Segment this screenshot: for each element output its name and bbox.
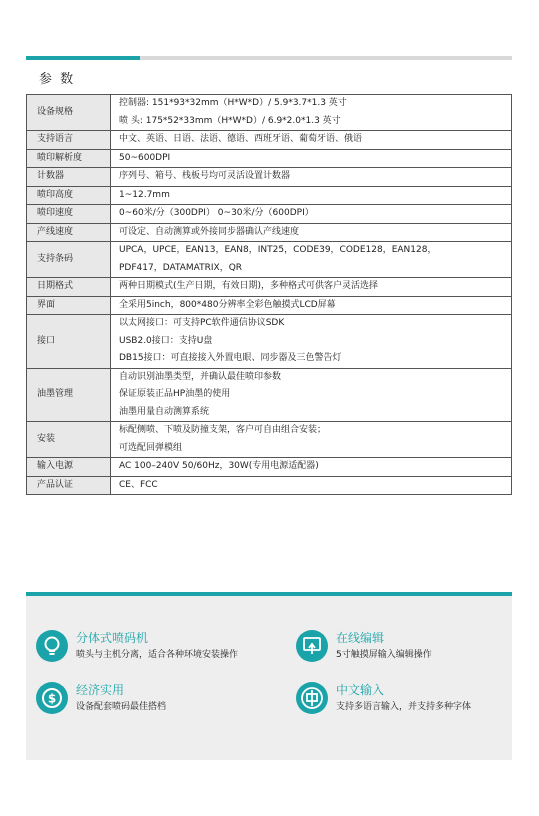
spec-value-line: 控制器: 151*93*32mm（H*W*D）/ 5.9*3.7*1.3 英寸 [119,98,347,108]
spec-value [111,476,512,495]
spec-table-body [27,95,512,495]
spec-value-line: DB15接口：可直接接入外置电眼、同步器及三色警告灯 [119,353,342,363]
spec-row [27,168,512,187]
spec-value [111,368,512,422]
spec-label: 喷印高度 [27,186,111,205]
spec-row [27,131,512,150]
spec-row [27,223,512,242]
spec-value-line: AC 100–240V 50/60Hz，30W(专用电源适配器) [119,461,319,471]
spec-row [27,296,512,315]
spec-value-line: 以太网接口：可支持PC软件通信协议SDK [119,318,285,328]
spec-table [26,94,512,495]
spec-value-line: 喷 头: 175*52*33mm（H*W*D）/ 6.9*2.0*1.3 英寸 [119,115,341,126]
spec-label: 油墨管理 [27,368,111,422]
spec-label: 计数器 [27,168,111,187]
spec-value [111,242,512,278]
spec-label: 产品认证 [27,476,111,495]
feature-title: 分体式喷码机 [76,631,149,645]
spec-value [111,168,512,187]
spec-label: 支持语言 [27,131,111,150]
spec-value [111,131,512,150]
touchscreen-icon [296,630,328,662]
spec-label: 输入电源 [27,458,111,477]
spec-row [27,186,512,205]
spec-label: 支持条码 [27,242,111,278]
spec-value-line: 50~600DPI [119,152,171,163]
spec-value-line: 中文、英语、日语、法语、德语、西班牙语、葡萄牙语、俄语 [119,134,363,144]
feature-title: 中文输入 [336,683,385,697]
spec-value [111,223,512,242]
feature-title: 在线编辑 [336,631,385,645]
spec-value-line: 标配侧喷、下喷及防撞支架，客户可自由组合安装； [119,425,327,435]
spec-value-line: 可选配回弹模组 [119,442,183,453]
spec-label: 喷印解析度 [27,149,111,168]
feature-desc: 5寸触摸屏输入编辑操作 [336,650,432,660]
spec-value [111,149,512,168]
spec-value-line: 两种日期模式(生产日期，有效日期)，多种格式可供客户灵活选择 [119,281,379,291]
spec-value-line: 全采用5inch，800*480分辨率全彩色触摸式LCD屏幕 [119,299,336,310]
spec-label: 界面 [27,296,111,315]
feature-desc: 喷头与主机分离，适合各种环境安装操作 [76,650,239,660]
dollar-icon [36,682,68,714]
spec-label: 安装 [27,422,111,458]
spec-value [111,95,512,131]
svg-text:$: $ [47,691,57,706]
feature-panel-accent-bar [26,592,512,596]
spec-label: 喷印速度 [27,205,111,224]
spec-row [27,422,512,458]
spec-value-line: 自动识别油墨类型，并确认最佳喷印参数 [119,371,282,382]
spec-value [111,278,512,297]
top-divider [26,56,512,60]
spec-value-line: 可设定、自动测算或外接同步器确认产线速度 [119,226,300,237]
spec-row [27,476,512,495]
spec-label: 日期格式 [27,278,111,297]
spec-row [27,278,512,297]
section-title: 参 数 [39,72,76,87]
spec-value-line: UPCA，UPCE，EAN13，EAN8，INT25，CODE39，CODE128，EAN128， [119,245,437,255]
spec-row [27,205,512,224]
spec-row [27,315,512,369]
spec-row [27,458,512,477]
spec-value-line: PDF417，DATAMATRIX，QR [119,262,243,273]
lightbulb-icon [36,630,68,662]
spec-value [111,296,512,315]
spec-label: 设备规格 [27,95,111,131]
spec-label: 接口 [27,315,111,369]
spec-value-line: 0~60米/分（300DPI） 0~30米/分（600DPI） [119,208,314,218]
feature-panel [26,592,512,760]
spec-value [111,205,512,224]
feature-title: 经济实用 [76,683,125,697]
spec-value-line: 序列号、箱号、栈板号均可灵活设置计数器 [119,171,291,181]
spec-value [111,458,512,477]
spec-value-line: 1~12.7mm [119,189,170,200]
spec-value-line: CE、FCC [119,479,158,490]
spec-value [111,186,512,205]
spec-label: 产线速度 [27,223,111,242]
chinese-character-icon [296,682,328,714]
spec-value [111,315,512,369]
spec-row [27,95,512,131]
spec-value-line: USB2.0接口：支持U盘 [119,335,213,346]
spec-value-line: 保证原装正品HP油墨的使用 [119,389,231,399]
feature-desc: 支持多语言输入，并支持多种字体 [336,702,472,712]
top-divider-accent [26,56,140,60]
feature-desc: 设备配套喷码最佳搭档 [76,702,167,712]
spec-row [27,242,512,278]
spec-value [111,422,512,458]
spec-value-line: 油墨用量自动测算系统 [119,406,210,417]
spec-row [27,149,512,168]
spec-row [27,368,512,422]
